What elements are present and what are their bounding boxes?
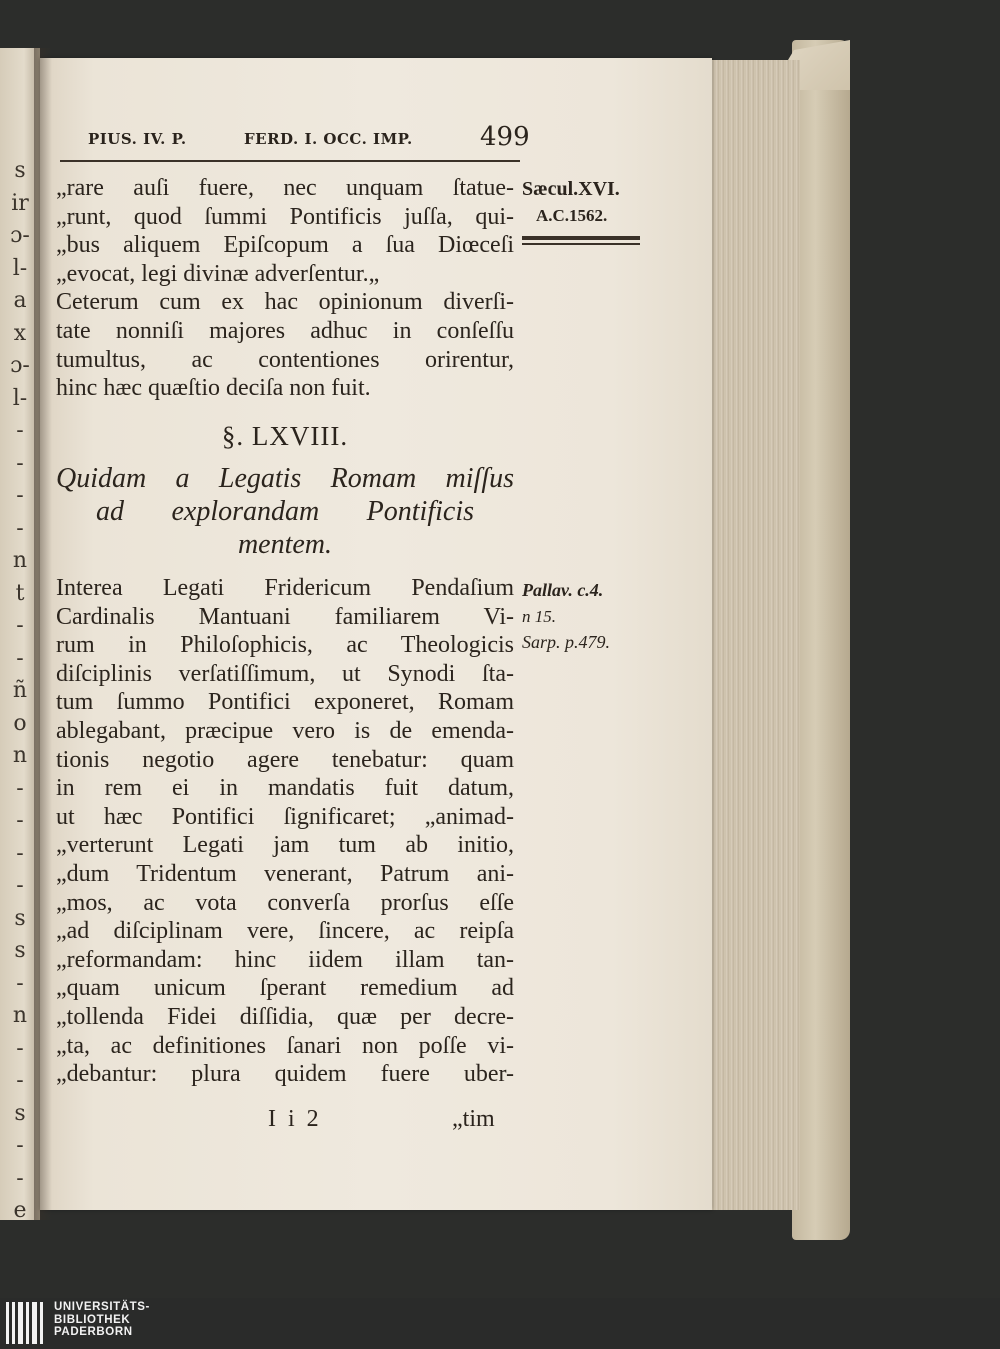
text-line: hinc hæc quæſtio deciſa non fuit.: [56, 375, 371, 402]
text-line: „rare auſi fuere, nec unquam ſtatue-: [56, 175, 514, 201]
section-title: [56, 462, 514, 561]
section-title-line: Quidam a Legatis Romam miſſus: [56, 463, 514, 494]
running-head-pope: PIUS. IV. P.: [88, 130, 187, 148]
text-line: ut hæc Pontifici ſignificaret; „animad-: [56, 803, 514, 830]
text-line: in rem ei in mandatis fuit datum,: [56, 775, 514, 802]
margin-note-pallavicino: Pallav. c.4.: [522, 580, 604, 600]
facing-page-char: l-: [12, 255, 28, 281]
text-line: tumultus, ac contentiones orirentur,: [56, 346, 514, 373]
section-title-line: ad explorandam Pontificis: [96, 496, 474, 527]
margin-rule: [522, 236, 640, 240]
margin-rule: [522, 243, 640, 245]
text-line: „verterunt Legati jam tum ab initio,: [56, 832, 514, 859]
facing-page-char: ir: [11, 190, 29, 216]
catchword: „tim: [452, 1106, 495, 1132]
text-line: „ta, ac definitiones ſanari non poſſe vi-: [56, 1032, 514, 1059]
facing-page-char: -: [16, 970, 24, 996]
library-name-line1: UNIVERSITÄTS-: [54, 1301, 150, 1313]
facing-page-char: -: [16, 1035, 24, 1061]
library-logo-icon: [6, 1302, 46, 1344]
facing-page-char: -: [16, 418, 24, 443]
library-name: [54, 1301, 150, 1339]
facing-page-char: l-: [12, 385, 28, 411]
facing-page-char: n: [12, 743, 28, 768]
facing-page-char: -: [16, 808, 24, 833]
margin-note-saeculum: Sæcul.XVI.: [522, 178, 620, 200]
text-line: „ad diſciplinam vere, ſincere, ac reipſa: [56, 918, 514, 945]
text-line: rum in Philoſophicis, ac Theologicis: [56, 632, 514, 659]
library-name-line3: PADERBORN: [54, 1326, 133, 1338]
facing-page-char: s: [14, 938, 26, 963]
book-cover-board: [792, 40, 850, 1240]
body-text-main: [56, 574, 514, 1089]
facing-page-char: ɔ-: [10, 353, 30, 378]
text-line: „dum Tridentum venerant, Patrum ani-: [56, 860, 514, 887]
text-line: diſciplinis verſatiſſimum, ut Synodi ſta-: [56, 660, 514, 687]
facing-page-char: ɔ-: [10, 223, 30, 248]
spine-shadow: [34, 48, 52, 1220]
section-number: §. LXVIII.: [221, 421, 349, 451]
margin-note-sarpi: Sarp. p.479.: [522, 632, 611, 652]
text-line: tionis negotio agere tenebatur: quam: [56, 746, 514, 773]
text-line: „mos, ac vota converſa prorſus eſſe: [56, 889, 514, 916]
facing-page-char: -: [16, 873, 24, 898]
facing-page-char: a: [13, 288, 27, 313]
facing-page-char: -: [16, 1165, 24, 1191]
facing-page-char: s: [14, 905, 26, 931]
running-head-emperor: FERD. I. OCC. IMP.: [244, 130, 413, 148]
page-fore-edge: [700, 60, 800, 1210]
body-text-top: [56, 174, 514, 403]
facing-page-char: -: [16, 840, 24, 866]
library-name-line2: BIBLIOTHEK: [54, 1313, 131, 1326]
facing-page-char: x: [13, 320, 27, 346]
margin-note-anno: A.C.1562.: [536, 206, 608, 225]
text-line: „bus aliquem Epiſcopum a ſua Diœceſi: [56, 232, 514, 259]
text-line: Interea Legati Fridericum Pendaſium: [56, 575, 514, 601]
text-line: ablegabant, præcipue vero is de emenda-: [56, 717, 514, 744]
text-line: Cardinalis Mantuani familiarem Vi-: [56, 603, 514, 630]
text-line: „evocat, legi divinæ adverſentur.„: [56, 260, 380, 287]
text-line: „quam unicum ſperant remedium ad: [56, 975, 514, 1002]
margin-note-pallavicino-number: n 15.: [522, 607, 556, 626]
text-line: tum ſummo Pontifici exponeret, Romam: [56, 689, 514, 716]
facing-page-char: n: [12, 548, 28, 573]
facing-page-char: s: [14, 158, 26, 183]
text-line: Ceterum cum ex hac opinionum diverſi-: [56, 289, 514, 316]
facing-page-char: -: [16, 1068, 24, 1093]
facing-page-char: -: [16, 645, 24, 671]
text-line: „debantur: plura quidem fuere uber-: [56, 1061, 514, 1088]
facing-page-char: -: [16, 483, 24, 508]
facing-page-char: o: [13, 710, 27, 736]
text-line: „reformandam: hinc iidem illam tan-: [56, 946, 514, 973]
page-number: 499: [480, 122, 530, 152]
facing-page-char: -: [16, 515, 24, 541]
facing-page-char: -: [16, 775, 24, 801]
facing-page-char: s: [14, 1100, 26, 1126]
facing-page-char: t: [15, 580, 25, 606]
text-line: „tollenda Fidei diſſidia, quæ per decre-: [56, 1003, 514, 1030]
facing-page-char: n: [12, 1003, 28, 1028]
facing-page-char: -: [16, 1133, 24, 1158]
facing-page-char: e: [13, 1198, 27, 1223]
header-rule: [60, 160, 520, 162]
text-line: „runt, quod ſummi Pontificis juſſa, qui-: [56, 203, 514, 230]
signature-mark: I i 2: [268, 1106, 322, 1132]
text-line: tate nonniſi majores adhuc in conſeſſu: [56, 317, 514, 344]
facing-page-char: ñ: [12, 678, 28, 703]
running-head: [88, 122, 530, 156]
library-footer-bar: [0, 1298, 1000, 1349]
facing-page-char: -: [16, 450, 24, 476]
section-title-line: mentem.: [237, 529, 333, 560]
facing-page-char: -: [16, 613, 24, 638]
